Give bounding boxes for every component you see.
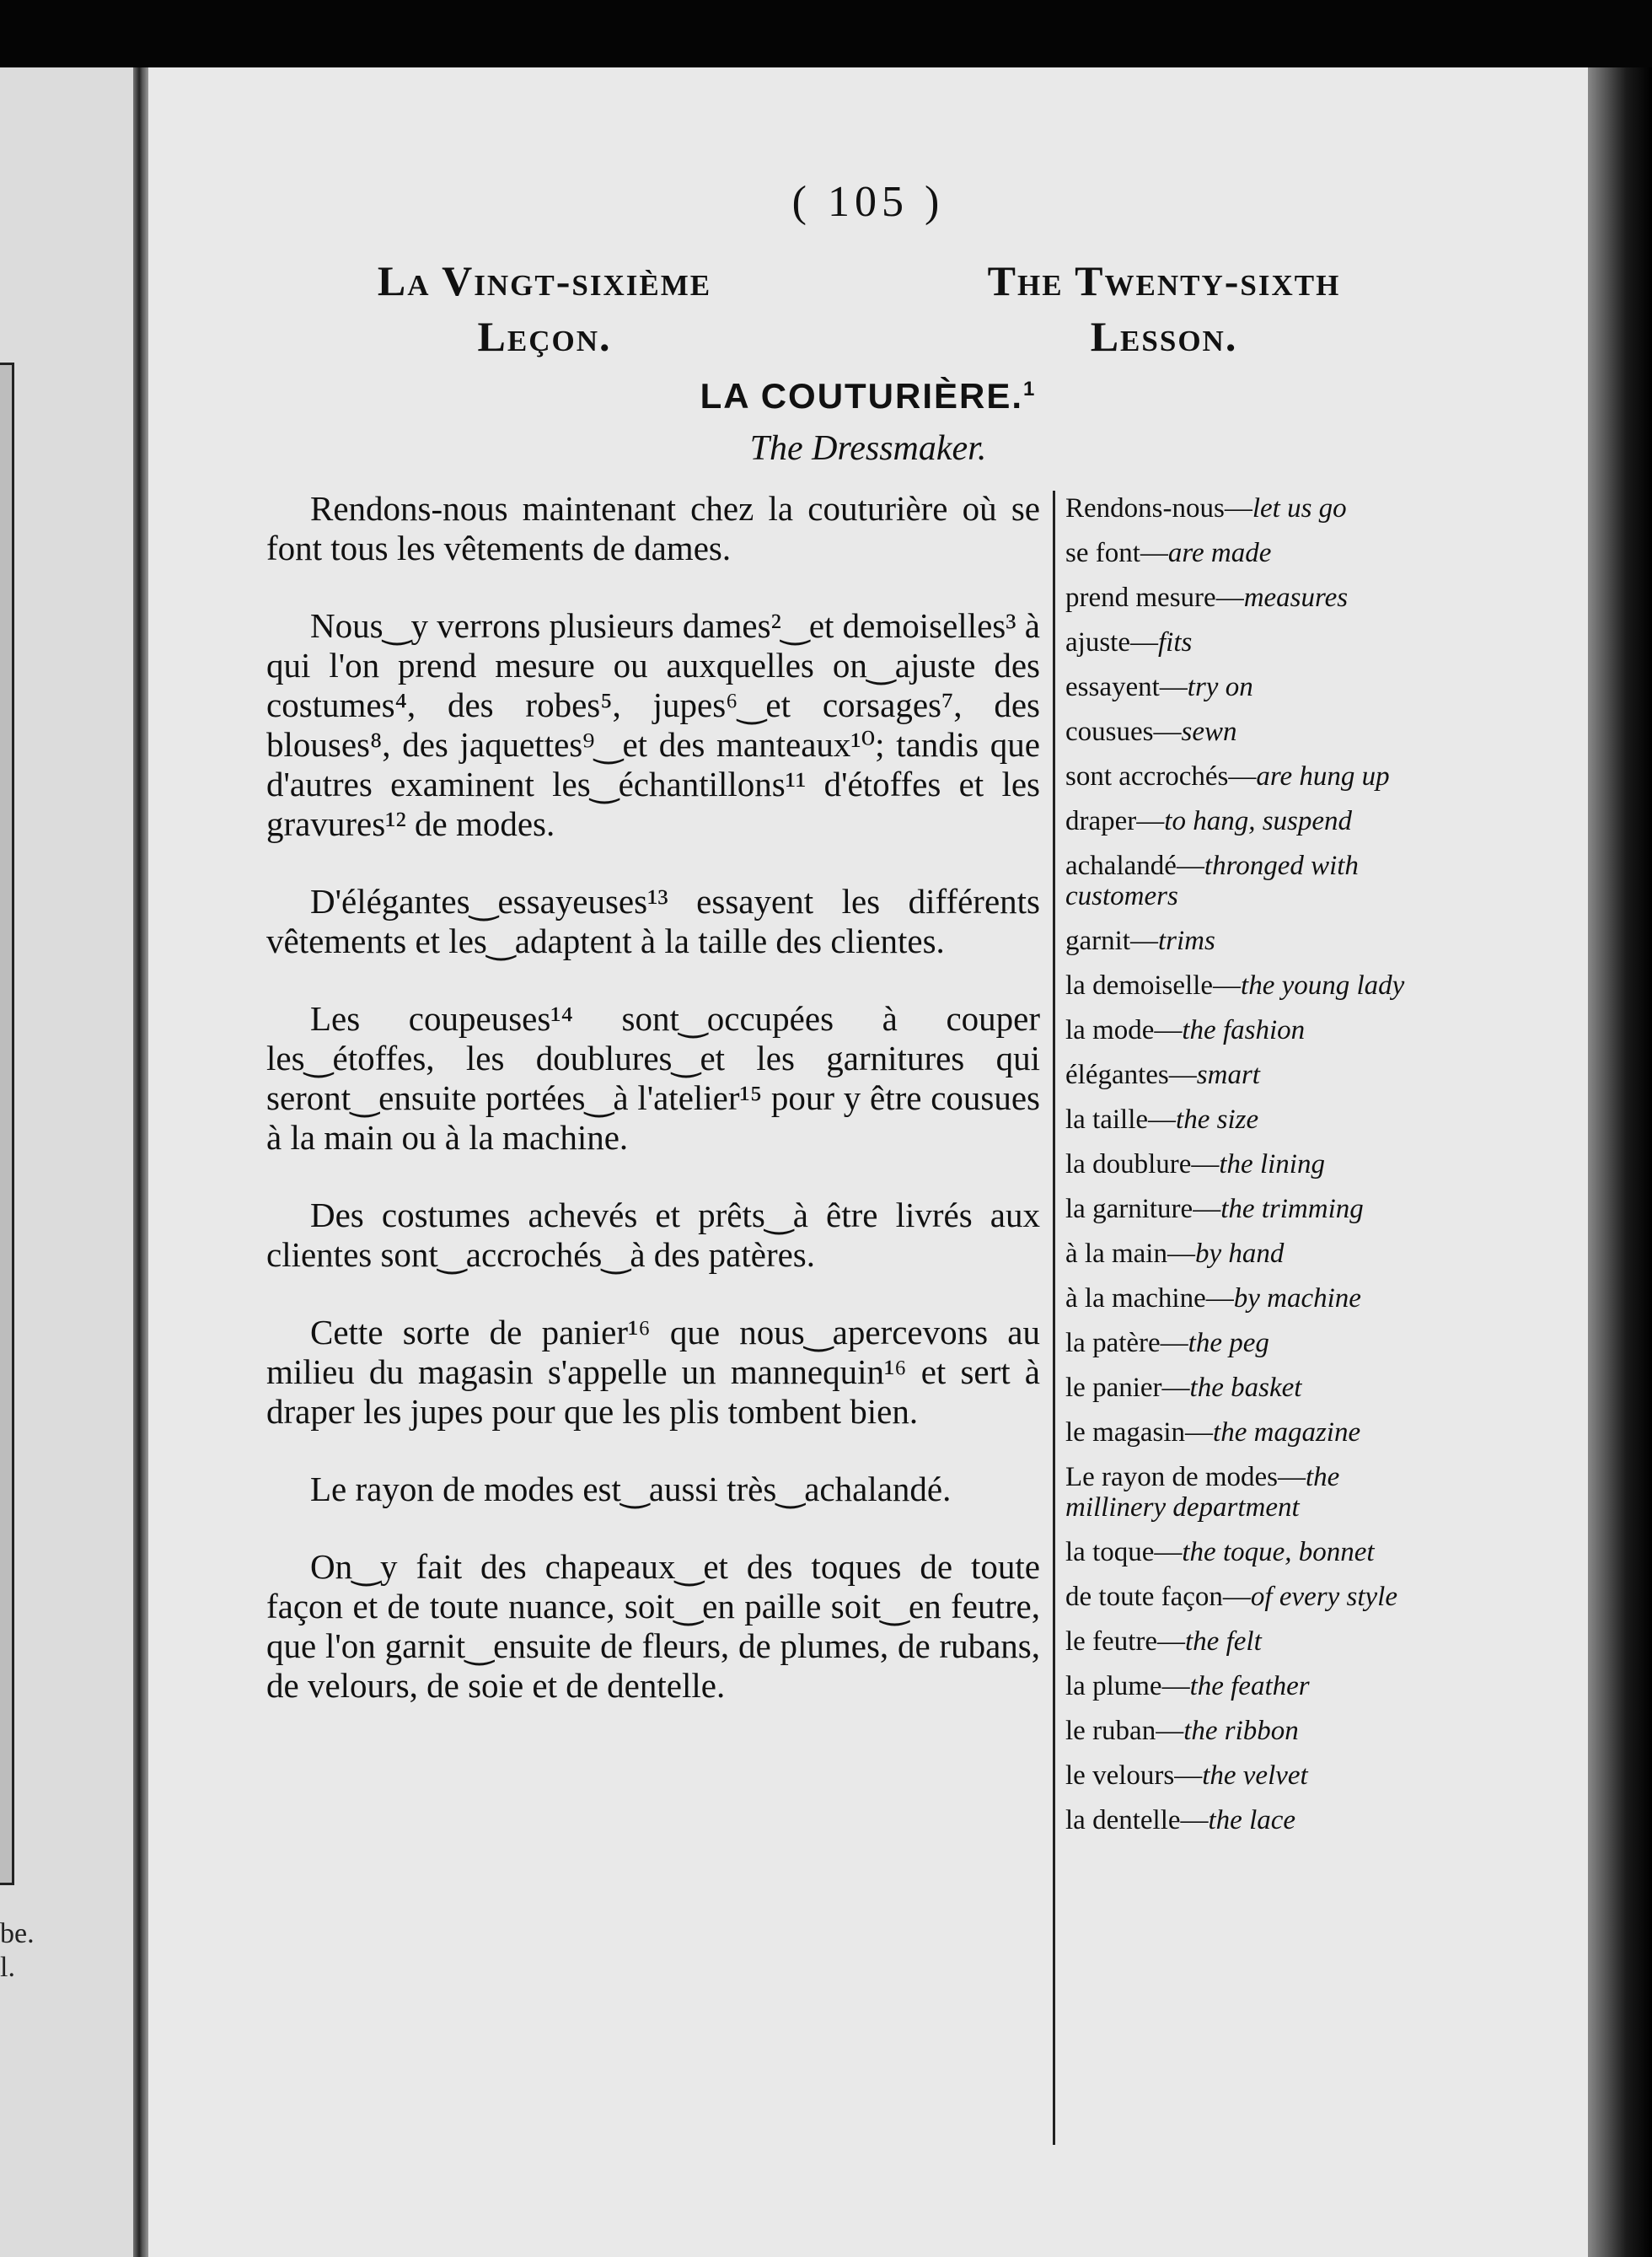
vocabulary-dash: — (1191, 1149, 1220, 1180)
vocabulary-gloss: to hang, suspend (1164, 806, 1353, 836)
vocabulary-entry (1065, 851, 1419, 911)
vocabulary-term: la taille (1065, 1104, 1149, 1135)
vocabulary-entry (1065, 1582, 1419, 1612)
vocabulary-dash: — (1161, 1671, 1190, 1701)
vocabulary-gloss: let us go (1252, 493, 1347, 524)
vocabulary-entry (1065, 1104, 1419, 1135)
vocabulary-entry (1065, 1283, 1419, 1314)
vocabulary-entry (1065, 493, 1419, 524)
vocabulary-entry (1065, 926, 1419, 956)
vocabulary-gloss: the trimming (1220, 1194, 1364, 1224)
paragraph: Le rayon de modes est‿aussi très‿achalandé. (310, 1470, 952, 1508)
vocabulary-term: à la main (1065, 1239, 1167, 1269)
vocabulary-dash: — (1228, 761, 1257, 792)
vocabulary-term: sont accrochés (1065, 761, 1229, 792)
vocabulary-term: la mode (1065, 1015, 1155, 1045)
vocabulary-entry (1065, 970, 1419, 1001)
vocabulary-term: le feutre (1065, 1626, 1158, 1657)
vocabulary-entry (1065, 1626, 1419, 1657)
vocabulary-gloss: sewn (1181, 717, 1237, 747)
book-spine (133, 67, 148, 2257)
vocabulary-entry (1065, 1537, 1419, 1567)
vocabulary-gloss: try on (1187, 672, 1253, 702)
vocabulary-term: ajuste (1065, 627, 1130, 658)
vocabulary-entry (1065, 583, 1419, 613)
vocabulary-gloss: of every style (1250, 1582, 1397, 1612)
vocabulary-dash: — (1154, 1015, 1183, 1045)
vocabulary-entry (1065, 1716, 1419, 1746)
vocabulary-gloss: by machine (1233, 1283, 1361, 1314)
vocabulary-dash: — (1140, 538, 1168, 568)
vocabulary-term: le magasin (1065, 1417, 1186, 1448)
vocabulary-dash: — (1222, 1582, 1251, 1612)
left-page-illustration-edge (0, 363, 14, 1885)
vocabulary-term: Rendons-nous (1065, 493, 1225, 524)
vocabulary-entry (1065, 717, 1419, 747)
vocabulary-entry (1065, 1417, 1419, 1448)
vocabulary-gloss: the lining (1219, 1149, 1325, 1180)
vocabulary-entry (1065, 1671, 1419, 1701)
vocabulary-gloss: the toque, bonnet (1182, 1537, 1375, 1567)
vocabulary-term: la garniture (1065, 1194, 1193, 1224)
vocabulary-gloss: the size (1176, 1104, 1259, 1135)
vocabulary-term: la dentelle (1065, 1805, 1181, 1835)
left-page-edge (0, 67, 143, 2257)
vocabulary-dash: — (1157, 1626, 1186, 1657)
vocabulary-entry (1065, 1462, 1419, 1523)
vocabulary-dash: — (1213, 970, 1242, 1001)
vocabulary-dash: — (1154, 1537, 1183, 1567)
vocabulary-term: achalandé (1065, 851, 1177, 881)
vocabulary-dash: — (1174, 1760, 1203, 1791)
vocabulary-dash: — (1215, 583, 1244, 613)
vocabulary-gloss: the millinery department (1065, 1462, 1340, 1523)
page-edge-shadow (1588, 67, 1652, 2257)
left-page-fragment: be. (0, 1918, 35, 1949)
vocabulary-dash: — (1156, 1716, 1184, 1746)
lesson-heading-english: The Twenty-sixth Lesson. (987, 257, 1341, 360)
vocabulary-gloss: smart (1196, 1060, 1260, 1090)
vocabulary-term: prend mesure (1065, 583, 1216, 613)
vocabulary-dash: — (1160, 1328, 1188, 1358)
vocabulary-gloss: fits (1157, 627, 1193, 658)
vocabulary-gloss: the basket (1189, 1373, 1302, 1403)
vocabulary-term: la toque (1065, 1537, 1155, 1567)
vocabulary-gloss: the peg (1188, 1328, 1269, 1358)
paragraph: Les coupeuses¹⁴ sont‿occupées à couper les‿étoffes, les doublures‿et les garnitures qui seront‿ensuite portées‿à l'atelier¹⁵ pour y être cousues à la main ou à la machine. (266, 999, 1040, 1157)
vocabulary-entry (1065, 806, 1419, 836)
vocabulary-dash: — (1153, 717, 1182, 747)
vocabulary-dash: — (1129, 627, 1158, 658)
vocabulary-term: le velours (1065, 1760, 1175, 1791)
vocabulary-dash: — (1167, 1239, 1195, 1269)
paragraph: Des costumes achevés et prêts‿à être livrés aux clientes sont‿accrochés‿à des patères. (266, 1196, 1040, 1274)
vocabulary-gloss: are made (1167, 538, 1272, 568)
vocabulary-gloss: thronged with customers (1065, 851, 1359, 911)
vocabulary-dash: — (1148, 1104, 1177, 1135)
vocabulary-entry (1065, 1760, 1419, 1791)
vocabulary-entry (1065, 1149, 1419, 1180)
vocabulary-gloss: the lace (1208, 1805, 1296, 1835)
paragraph: Rendons-nous maintenant chez la couturière où se font tous les vêtements de dames. (266, 489, 1040, 567)
lesson-subtitle: The Dressmaker. (749, 429, 987, 468)
vocabulary-term: garnit (1065, 926, 1130, 956)
vocabulary-term: cousues (1065, 717, 1154, 747)
vocabulary-gloss: measures (1243, 583, 1349, 613)
vocabulary-term: le ruban (1065, 1716, 1156, 1746)
vocabulary-dash: — (1168, 1060, 1197, 1090)
vocabulary-entry (1065, 1373, 1419, 1403)
vocabulary-gloss: the velvet (1202, 1760, 1308, 1791)
paragraph: On‿y fait des chapeaux‿et des toques de toute façon et de toute nuance, soit‿en paille soit‿en feutre, que l'on garnit‿ensuite de fleurs, de plumes, de rubans, de velours, de soie et de dentelle. (266, 1547, 1040, 1705)
vocabulary-gloss: the fashion (1182, 1015, 1306, 1045)
vocabulary-entry (1065, 672, 1419, 702)
vocabulary-dash: — (1161, 1373, 1190, 1403)
vocabulary-entry (1065, 1805, 1419, 1835)
vocabulary-gloss: the feather (1189, 1671, 1310, 1701)
vocabulary-dash: — (1185, 1417, 1214, 1448)
vocabulary-dash: — (1193, 1194, 1221, 1224)
vocabulary-entry (1065, 1060, 1419, 1090)
footnote-marker: 1 (1023, 378, 1037, 400)
vocabulary-gloss: the felt (1185, 1626, 1262, 1657)
vocabulary-term: la patère (1065, 1328, 1161, 1358)
vocabulary-term: la doublure (1065, 1149, 1192, 1180)
vocabulary-gloss: the young lady (1241, 970, 1405, 1001)
vocabulary-list (1065, 493, 1419, 1850)
vocabulary-entry (1065, 538, 1419, 568)
lesson-title-text: LA COUTURIÈRE. (700, 376, 1024, 416)
vocabulary-dash: — (1180, 1805, 1209, 1835)
vocabulary-term: de toute façon (1065, 1582, 1223, 1612)
vocabulary-term: à la machine (1065, 1283, 1206, 1314)
vocabulary-gloss: trims (1157, 926, 1215, 956)
vocabulary-term: la plume (1065, 1671, 1162, 1701)
reading-text (266, 489, 1040, 1744)
vocabulary-dash: — (1129, 926, 1158, 956)
vocabulary-entry (1065, 627, 1419, 658)
paragraph: Cette sorte de panier¹⁶ que nous‿apercevons au milieu du magasin s'appelle un mannequin¹⁶ et sert à draper les jupes pour que les plis tombent bien. (266, 1313, 1040, 1431)
vocabulary-dash: — (1136, 806, 1165, 836)
page-number: ( 105 ) (791, 178, 945, 226)
vocabulary-dash: — (1159, 672, 1188, 702)
vocabulary-term: essayent (1065, 672, 1160, 702)
vocabulary-entry (1065, 1194, 1419, 1224)
paragraph: D'élégantes‿essayeuses¹³ essayent les différents vêtements et les‿adaptent à la taille des clientes. (266, 882, 1040, 960)
vocabulary-term: draper (1065, 806, 1137, 836)
vocabulary-dash: — (1205, 1283, 1234, 1314)
vocabulary-term: la demoiselle (1065, 970, 1214, 1001)
vocabulary-entry (1065, 1239, 1419, 1269)
vocabulary-entry (1065, 761, 1419, 792)
vocabulary-term: Le rayon de modes (1065, 1462, 1278, 1492)
vocabulary-gloss: the magazine (1213, 1417, 1361, 1448)
vocabulary-term: se font (1065, 538, 1140, 568)
vocabulary-term: le panier (1065, 1373, 1162, 1403)
paragraph: Nous‿y verrons plusieurs dames²‿et demoiselles³ à qui l'on prend mesure ou auxquelles on‿ajuste des costumes⁴, des robes⁵, jupes⁶‿et corsages⁷, des blouses⁸, des jaquettes⁹‿et des manteaux¹⁰; tandis que d'autres examinent les‿échantillons¹¹ d'étoffes et les gravures¹² de modes. (266, 606, 1040, 843)
vocabulary-dash: — (1278, 1462, 1306, 1492)
book-page (148, 67, 1588, 2257)
vocabulary-dash: — (1176, 851, 1204, 881)
vocabulary-term: élégantes (1065, 1060, 1169, 1090)
vocabulary-divider (1053, 491, 1055, 2145)
vocabulary-dash: — (1224, 493, 1252, 524)
vocabulary-gloss: the ribbon (1183, 1716, 1299, 1746)
vocabulary-gloss: are hung up (1256, 761, 1390, 792)
vocabulary-entry (1065, 1015, 1419, 1045)
lesson-heading-french: La Vingt-sixième Leçon. (377, 257, 712, 360)
vocabulary-entry (1065, 1328, 1419, 1358)
lesson-title (148, 376, 1588, 416)
vocabulary-gloss: by hand (1194, 1239, 1285, 1269)
left-page-fragment: l. (0, 1952, 15, 1983)
